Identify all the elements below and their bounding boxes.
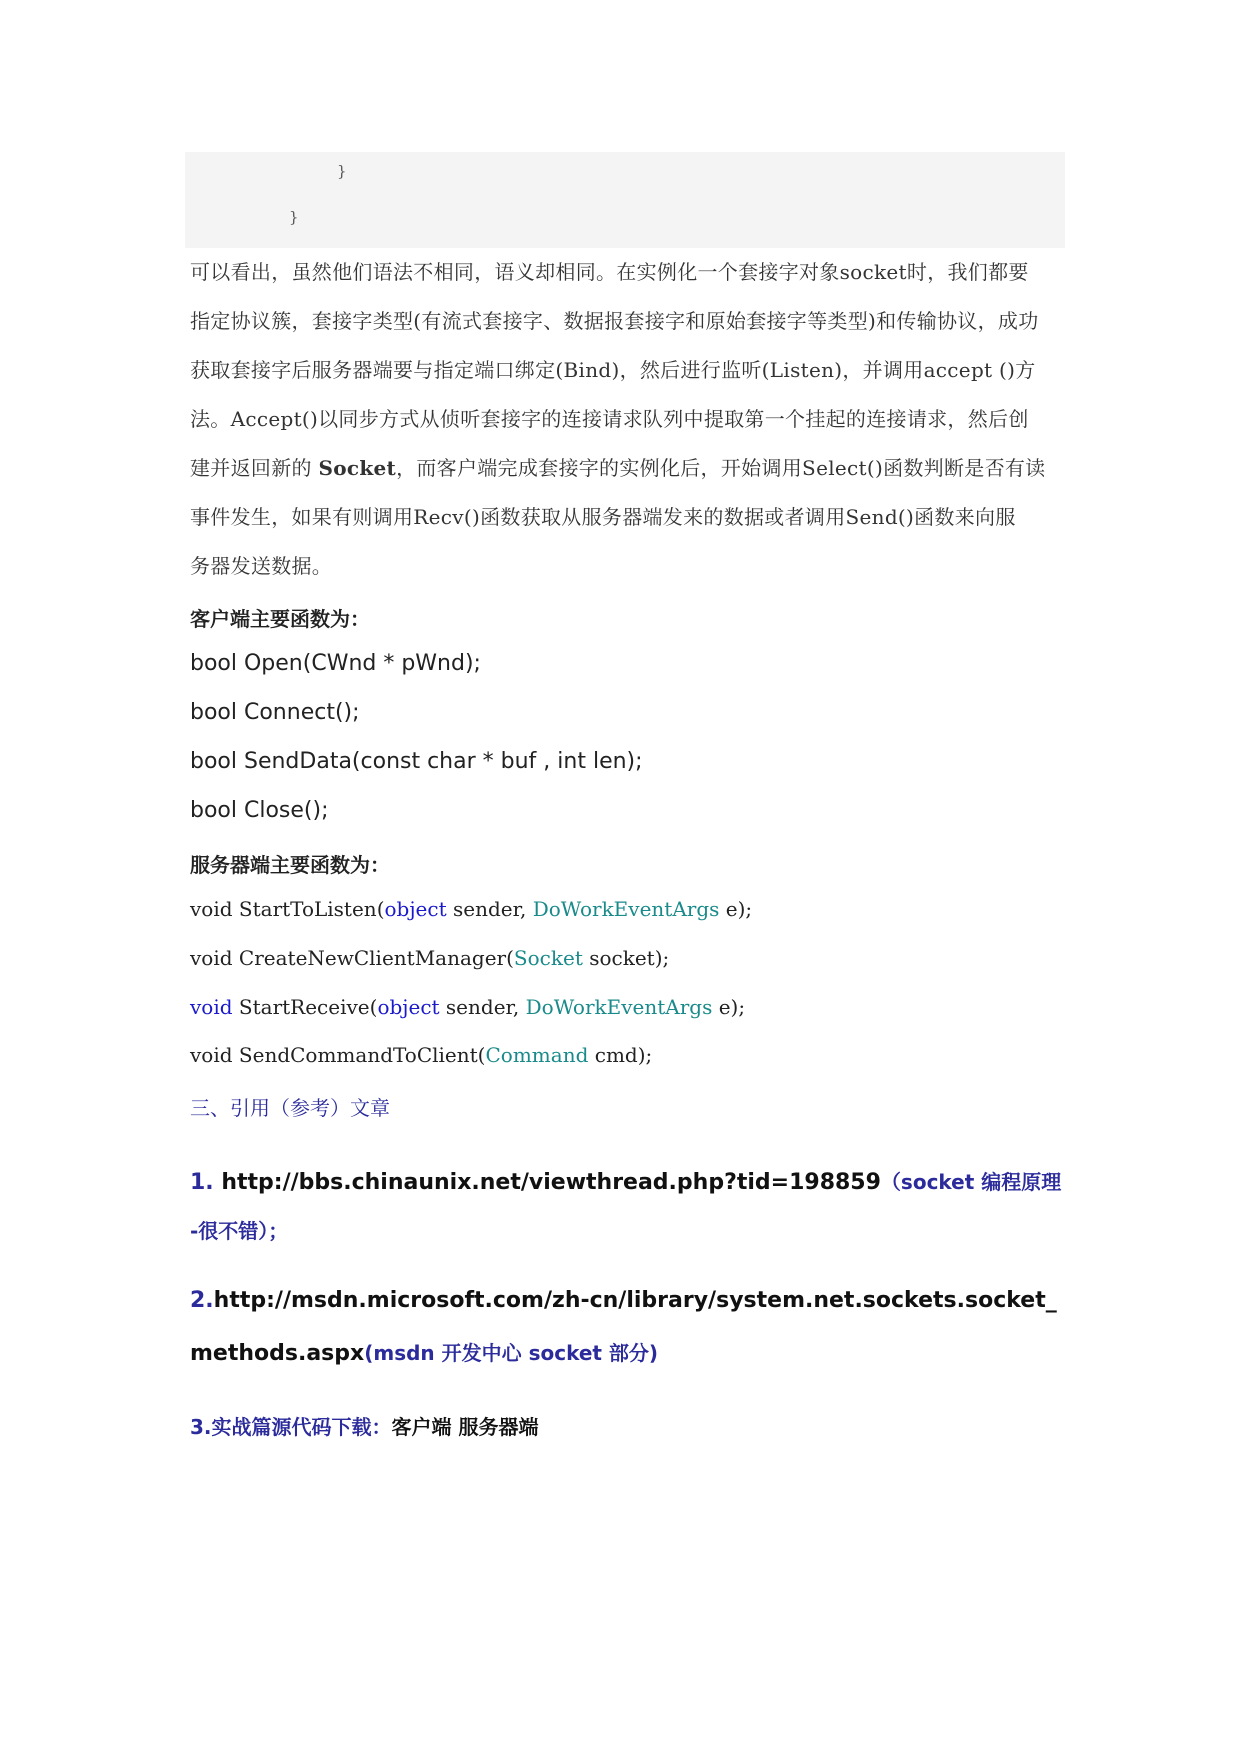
- reference-link-2-cont[interactable]: methods.aspx: [190, 1341, 365, 1366]
- paragraph-line: 务器发送数据。: [190, 554, 333, 578]
- paragraph-line: 获取套接字后服务器端要与指定端口绑定(Bind)，然后进行监听(Listen)，并调用accept ()方: [190, 358, 1036, 382]
- server-download-link[interactable]: 服务器端: [458, 1415, 539, 1439]
- client-function: bool Open(CWnd * pWnd);: [190, 651, 481, 676]
- client-function: bool Close();: [190, 798, 329, 823]
- socket-term: Socket: [318, 456, 397, 480]
- server-function: void CreateNewClientManager(Socket socket);: [190, 946, 670, 970]
- code-block: [185, 152, 1065, 248]
- paragraph-line: 建并返回新的 Socket，而客户端完成套接字的实例化后，开始调用Select()函数判断是否有读: [190, 456, 1046, 480]
- code-inner-brace: }: [337, 162, 347, 180]
- description-paragraph: [190, 248, 1070, 591]
- reference-item-3: 3.实战篇源代码下载：客户端 服务器端: [190, 1415, 539, 1439]
- code-outer-brace: }: [289, 208, 299, 226]
- reference-item-2: 2.http://msdn.microsoft.com/zh-cn/library/system.net.sockets.socket_: [190, 1288, 1057, 1313]
- references-section-title: 三、引用（参考）文章: [190, 1096, 390, 1120]
- client-function: bool SendData(const char * buf , int len);: [190, 749, 643, 774]
- client-function: bool Connect();: [190, 700, 360, 725]
- client-heading: 客户端主要函数为：: [190, 607, 370, 631]
- client-download-link[interactable]: 客户端: [391, 1415, 452, 1439]
- server-function: void StartToListen(object sender, DoWorkEventArgs e);: [190, 897, 753, 921]
- server-function: void StartReceive(object sender, DoWorkEventArgs e);: [190, 995, 746, 1019]
- paragraph-line: 法。Accept()以同步方式从侦听套接字的连接请求队列中提取第一个挂起的连接请求，然后创: [190, 407, 1029, 431]
- server-function: void SendCommandToClient(Command cmd);: [190, 1043, 653, 1067]
- paragraph-line: 指定协议簇，套接字类型(有流式套接字、数据报套接字和原始套接字等类型)和传输协议，成功: [190, 309, 1039, 333]
- paragraph-line: 事件发生，如果有则调用Recv()函数获取从服务器端发来的数据或者调用Send()函数来向服: [190, 505, 1016, 529]
- server-heading: 服务器端主要函数为：: [190, 853, 390, 877]
- reference-link-2[interactable]: http://msdn.microsoft.com/zh-cn/library/system.net.sockets.socket_: [213, 1288, 1057, 1313]
- reference-item-1: 1. http://bbs.chinaunix.net/viewthread.php?tid=198859（socket 编程原理: [190, 1170, 1062, 1195]
- reference-link-1[interactable]: http://bbs.chinaunix.net/viewthread.php?tid=198859: [221, 1170, 881, 1195]
- paragraph-line: 可以看出，虽然他们语法不相同，语义却相同。在实例化一个套接字对象socket时，我们都要: [190, 260, 1029, 284]
- reference-item-1-cont: -很不错）；: [190, 1219, 289, 1243]
- reference-item-2-cont: methods.aspx(msdn 开发中心 socket 部分): [190, 1341, 659, 1366]
